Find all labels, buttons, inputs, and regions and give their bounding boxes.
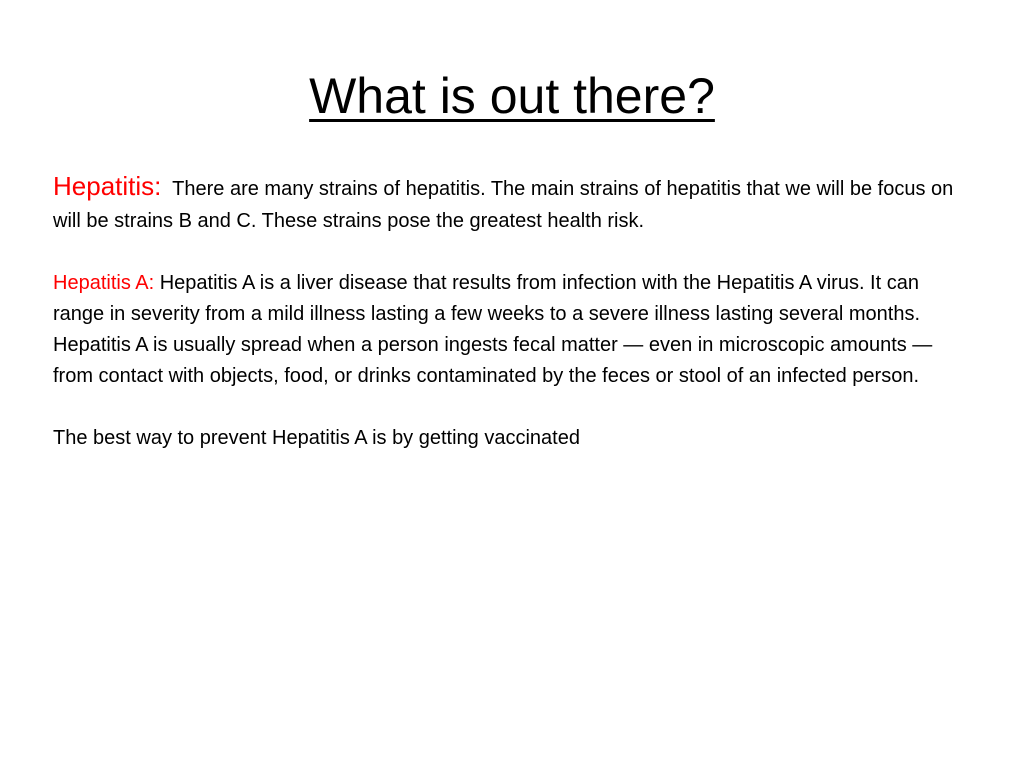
hepatitis-label: Hepatitis: — [53, 171, 162, 201]
hepatitis-text: There are many strains of hepatitis. The main strains of hepatitis that we will be focus on will be strains B and C. These strains pose the greatest health risk. — [53, 178, 954, 232]
hepatitis-a-label: Hepatitis A: — [53, 272, 155, 294]
hepatitis-a-text: Hepatitis A is a liver disease that results from infection with the Hepatitis A virus. It can range in severity from a mild illness lasting a few weeks to a severe illness lasting several months. Hepatitis A is usually spread when a person ingests fecal matter — even in microscopic amounts — from contact with objects, food, or drinks contaminated by the feces or stool of an infected person. — [53, 272, 933, 387]
hepatitis-a-paragraph — [53, 268, 973, 392]
prevention-text: The best way to prevent Hepatitis A is by getting vaccinated — [53, 427, 580, 449]
slide-title-text: What is out there? — [309, 68, 715, 124]
slide-body — [53, 170, 973, 485]
prevention-paragraph — [53, 423, 973, 454]
hepatitis-paragraph — [53, 170, 973, 237]
slide-title — [0, 62, 1024, 130]
